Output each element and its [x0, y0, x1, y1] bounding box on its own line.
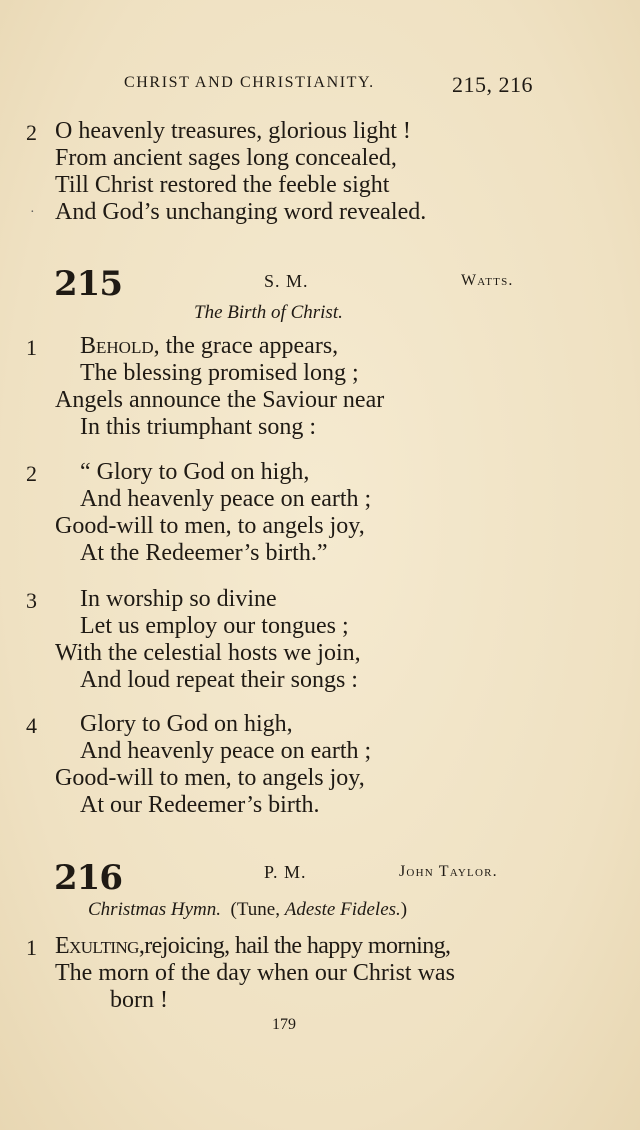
hymn-title: Christmas Hymn.	[88, 899, 222, 920]
verse-line	[55, 933, 450, 960]
stanza-number: 2	[26, 461, 37, 486]
hymn-number: 216	[54, 858, 122, 898]
hymn-author: John Taylor.	[399, 863, 498, 880]
verse-line: Good-will to men, to angels joy,	[55, 513, 365, 539]
verse-line: And heavenly peace on earth ;	[80, 486, 372, 512]
verse-line: The morn of the day when our Christ was	[55, 960, 455, 986]
hymn-number: 215	[54, 264, 122, 304]
stanza-number: 4	[26, 713, 37, 738]
tune-name: Adeste Fideles.	[284, 899, 401, 920]
stanza-number: 2	[26, 120, 37, 145]
hymn-author: Watts.	[461, 272, 514, 289]
verse-line: Glory to God on high,	[80, 711, 293, 737]
running-title: CHRIST AND CHRISTIANITY.	[124, 74, 375, 91]
verse-line: The blessing promised long ;	[80, 360, 359, 386]
verse-line: Angels announce the Saviour near	[55, 387, 385, 413]
hymn-meter: P. M.	[264, 862, 307, 882]
verse-line: Till Christ restored the feeble sight	[55, 172, 390, 198]
verse-line-rest: rejoicing, hail the happy morning,	[144, 933, 451, 959]
verse-line: Let us employ our tongues ;	[80, 613, 349, 639]
verse-line: In this triumphant song :	[80, 414, 316, 440]
verse-line: And God’s unchanging word revealed.	[55, 199, 427, 225]
verse-line: At our Redeemer’s birth.	[80, 792, 320, 818]
hymn-meter: S. M.	[264, 271, 309, 291]
stanza-number: 1	[26, 335, 37, 360]
verse-line: O heavenly treasures, glorious light !	[55, 118, 411, 144]
hymn-title: The Birth of Christ.	[194, 302, 343, 323]
verse-line: From ancient sages long concealed,	[55, 145, 397, 171]
verse-line: In worship so divine	[80, 586, 277, 612]
initial-word: Exulting,	[55, 933, 145, 959]
page-hymn-numbers: 215, 216	[452, 72, 533, 97]
verse-line: Good-will to men, to angels joy,	[55, 765, 365, 791]
verse-line: And heavenly peace on earth ;	[80, 738, 372, 764]
page-folio: 179	[272, 1016, 296, 1033]
stanza-number: 1	[26, 935, 37, 960]
verse-line	[80, 333, 338, 360]
verse-line-rest: the grace appears,	[159, 333, 339, 359]
verse-line: And loud repeat their songs :	[80, 667, 358, 693]
verse-line: “ Glory to God on high,	[80, 459, 310, 485]
verse-line: At the Redeemer’s birth.”	[80, 540, 328, 566]
hymn-subtitle	[88, 899, 407, 921]
stanza-number: 3	[26, 588, 37, 613]
stray-mark: ·	[30, 205, 35, 220]
initial-word: Behold,	[80, 333, 160, 359]
verse-line: born !	[110, 987, 168, 1013]
verse-line: With the celestial hosts we join,	[55, 640, 361, 666]
tune-prefix: (Tune,	[230, 899, 280, 920]
tune-suffix: )	[400, 899, 408, 920]
